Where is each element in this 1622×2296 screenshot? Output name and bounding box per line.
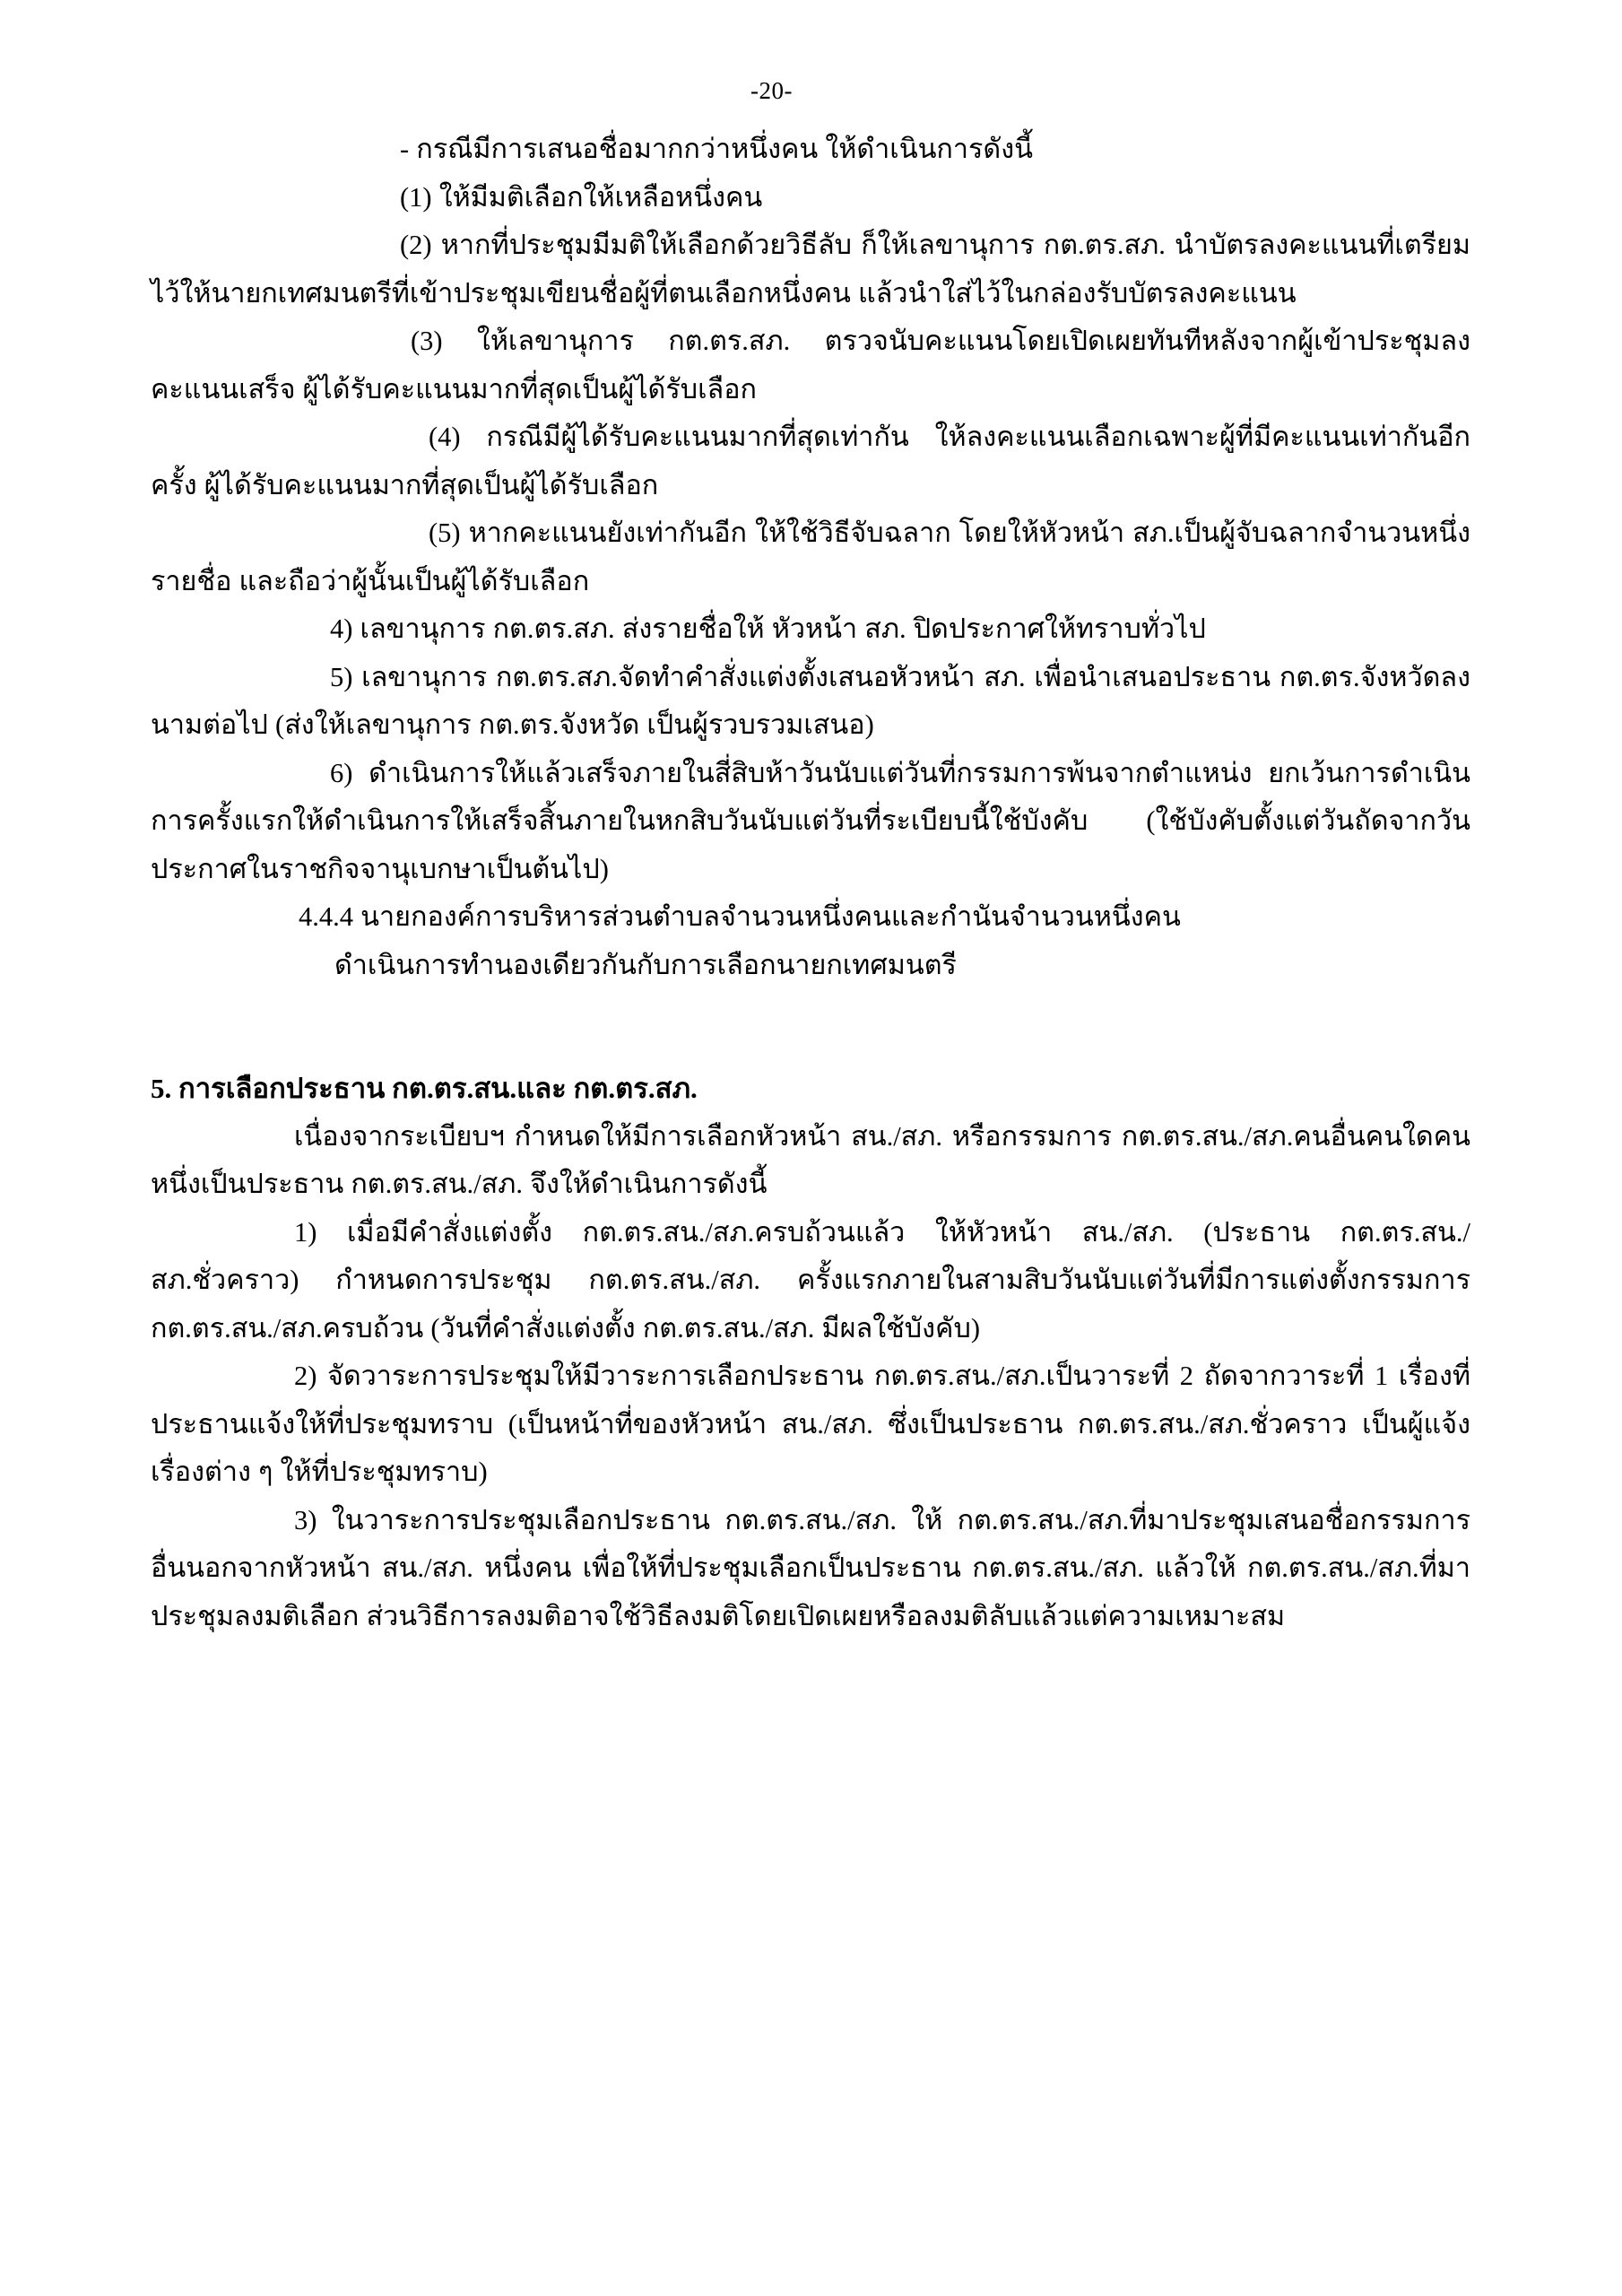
page-number — [0, 77, 1622, 105]
paragraph-step-1: 1) เมื่อมีคำสั่งแต่งตั้ง กต.ตร.สน./สภ.ครบถ้วนแล้ว ให้หัวหน้า สน./สภ. (ประธาน กต.ตร.สน./สภ.ชั่วคราว) กำหนดการประชุม กต.ตร.สน./สภ. ครั้งแรกภายในสามสิบวันนับแต่วันที่มีการแต่งตั้งกรรมการ กต.ตร.สน./สภ.ครบถ้วน (วันที่คำสั่งแต่งตั้ง กต.ตร.สน./สภ. มีผลใช้บังคับ) — [151, 1216, 1470, 1344]
section-heading-5: 5. การเลือกประธาน กต.ตร.สน.และ กต.ตร.สภ. — [151, 1073, 698, 1104]
paragraph-item-3: (3) ให้เลขานุการ กต.ตร.สภ. ตรวจนับคะแนนโดยเปิดเผยทันทีหลังจากผู้เข้าประชุมลงคะแนนเสร็จ ผู้ได้รับคะแนนมากที่สุดเป็นผู้ได้รับเลือก — [151, 326, 1470, 404]
paragraph-item-5: (5) หากคะแนนยังเท่ากันอีก ให้ใช้วิธีจับฉลาก โดยให้หัวหน้า สภ.เป็นผู้จับฉลากจำนวนหนึ่งรายชื่อ และถือว่าผู้นั้นเป็นผู้ได้รับเลือก — [151, 517, 1470, 596]
paragraph-section-444-body: ดำเนินการทำนองเดียวกันกับการเลือกนายกเทศมนตรี — [334, 949, 957, 980]
paragraph-item-n6: 6) ดำเนินการให้แล้วเสร็จภายในสี่สิบห้าวันนับแต่วันที่กรรมการพ้นจากตำแหน่ง ยกเว้นการดำเนินการครั้งแรกให้ดำเนินการให้เสร็จสิ้นภายในหกสิบวันนับแต่วันที่ระเบียบนี้ใช้บังคับ (ใช้บังคับตั้งแต่วันถัดจากวันประกาศในราชกิจจานุเบกษาเป็นต้นไป) — [151, 757, 1470, 884]
paragraph-item-n4: 4) เลขานุการ กต.ตร.สภ. ส่งรายชื่อให้ หัวหน้า สภ. ปิดประกาศให้ทราบทั่วไป — [330, 613, 1206, 644]
paragraph-section-5-intro: เนื่องจากระเบียบฯ กำหนดให้มีการเลือกหัวหน้า สน./สภ. หรือกรรมการ กต.ตร.สน./สภ.คนอื่นคนใดคนหนึ่งเป็นประธาน กต.ตร.สน./สภ. จึงให้ดำเนินการดังนี้ — [151, 1120, 1470, 1199]
paragraph-item-1: (1) ให้มีมติเลือกให้เหลือหนึ่งคน — [400, 181, 763, 213]
paragraph-step-2: 2) จัดวาระการประชุมให้มีวาระการเลือกประธาน กต.ตร.สน./สภ.เป็นวาระที่ 2 ถัดจากวาระที่ 1 เรื่องที่ประธานแจ้งให้ที่ประชุมทราบ (เป็นหน้าที่ของหัวหน้า สน./สภ. ซึ่งเป็นประธาน กต.ตร.สน./สภ.ชั่วคราว เป็นผู้แจ้งเรื่องต่าง ๆ ให้ที่ประชุมทราบ) — [151, 1361, 1470, 1487]
paragraph-item-n5: 5) เลขานุการ กต.ตร.สภ.จัดทำคำสั่งแต่งตั้งเสนอหัวหน้า สภ. เพื่อนำเสนอประธาน กต.ตร.จังหวัดลงนามต่อไป (ส่งให้เลขานุการ กต.ตร.จังหวัด เป็นผู้รวบรวมเสนอ) — [151, 661, 1470, 740]
section-spacer — [151, 989, 1470, 1065]
paragraph-step-3: 3) ในวาระการประชุมเลือกประธาน กต.ตร.สน./สภ. ให้ กต.ตร.สน./สภ.ที่มาประชุมเสนอชื่อกรรมการอื่นนอกจากหัวหน้า สน./สภ. หนึ่งคน เพื่อให้ที่ประชุมเลือกเป็นประธาน กต.ตร.สน./สภ. แล้วให้ กต.ตร.สน./สภ.ที่มาประชุมลงมติเลือก ส่วนวิธีการลงมติอาจใช้วิธีลงมติโดยเปิดเผยหรือลงมติลับแล้วแต่ความเหมาะสม — [151, 1504, 1470, 1631]
paragraph-item-2: (2) หากที่ประชุมมีมติให้เลือกด้วยวิธีลับ ก็ให้เลขานุการ กต.ตร.สภ. นำบัตรลงคะแนนที่เตรียมไว้ให้นายกเทศมนตรีที่เข้าประชุมเขียนชื่อผู้ที่ตนเลือกหนึ่งคน แล้วนำใส่ไว้ในกล่องรับบัตรลงคะแนน — [151, 230, 1470, 309]
paragraph-dash-item: - กรณีมีการเสนอชื่อมากกว่าหนึ่งคน ให้ดำเนินการดังนี้ — [400, 134, 1033, 164]
text-column — [151, 126, 1470, 1640]
paragraph-item-4: (4) กรณีมีผู้ได้รับคะแนนมากที่สุดเท่ากัน ให้ลงคะแนนเลือกเฉพาะผู้ที่มีคะแนนเท่ากันอีกครั้ง ผู้ได้รับคะแนนมากที่สุดเป็นผู้ได้รับเลือก — [151, 422, 1470, 500]
page-number-text: -20- — [750, 77, 793, 104]
paragraph-section-444: 4.4.4 นายกองค์การบริหารส่วนตำบลจำนวนหนึ่งคนและกำนันจำนวนหนึ่งคน — [299, 901, 1181, 932]
